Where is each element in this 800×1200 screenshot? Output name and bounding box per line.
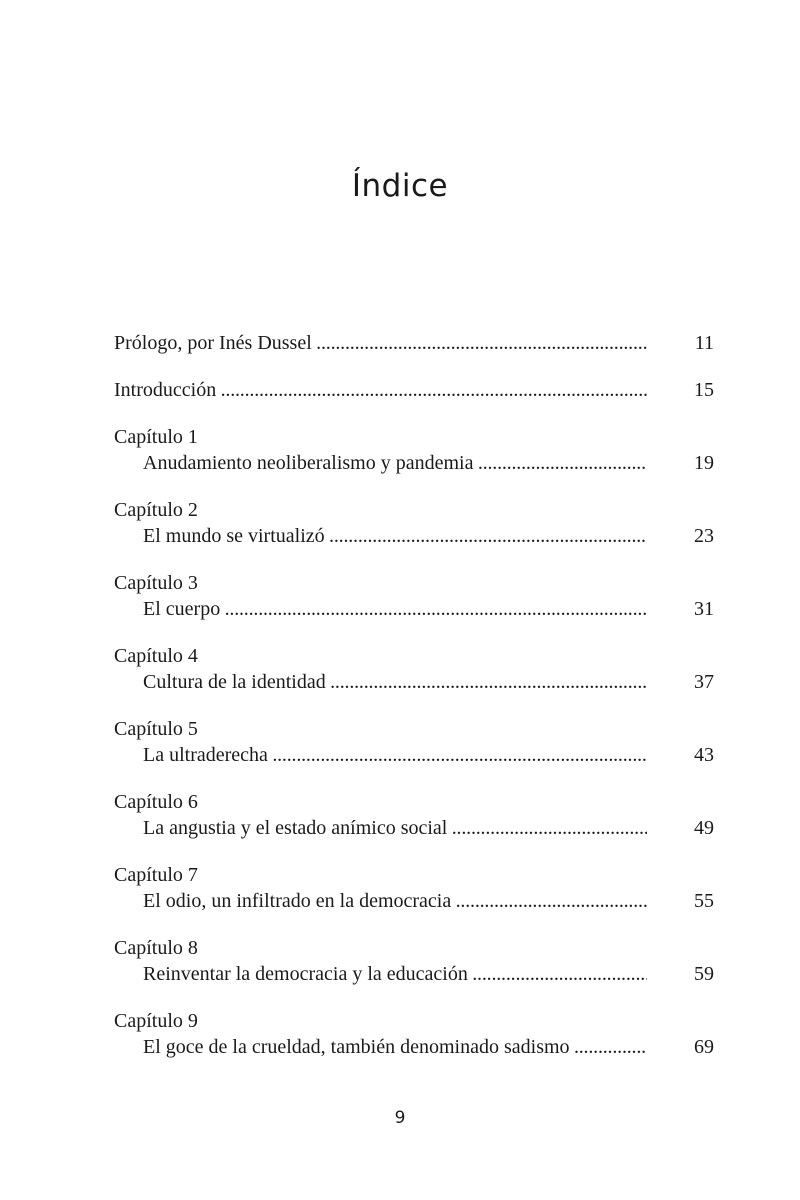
chapter-page: 31 [694,598,714,620]
toc-entry-page: 11 [694,332,714,354]
chapter-title: La ultraderecha [143,744,268,766]
page-number-footer: 9 [394,1108,406,1128]
chapter-title: Cultura de la identidad [143,671,326,693]
dot-leader [143,596,647,622]
chapter-number: Capítulo 4 [114,645,198,667]
chapter-number: Capítulo 5 [114,718,198,740]
toc-entry-label: Prólogo, por Inés Dussel [114,332,312,354]
toc-chapter-4[interactable] [114,643,714,695]
chapter-title: La angustia y el estado anímico social [143,817,448,839]
chapter-page: 49 [694,817,714,839]
chapter-number: Capítulo 9 [114,1010,198,1032]
toc-chapter-1[interactable] [114,424,714,476]
dot-leader [143,523,647,549]
chapter-page: 37 [694,671,714,693]
toc-chapter-5[interactable] [114,716,714,768]
chapter-page: 23 [694,525,714,547]
chapter-page: 19 [694,452,714,474]
toc-chapter-3[interactable] [114,570,714,622]
chapter-title: El cuerpo [143,598,221,620]
chapter-number: Capítulo 8 [114,937,198,959]
toc-chapter-7[interactable] [114,862,714,914]
dot-leader [143,961,647,987]
dot-leader [143,669,647,695]
toc-chapter-2[interactable] [114,497,714,549]
dot-leader [143,815,647,841]
dot-leader [143,742,647,768]
chapter-title: El mundo se virtualizó [143,525,325,547]
toc-entry-introduccion[interactable] [114,377,714,403]
dot-leader [143,888,647,914]
chapter-title: Anudamiento neoliberalismo y pandemia [143,452,474,474]
dot-leader [143,450,647,476]
toc-entry-prologo[interactable] [114,330,714,356]
chapter-page: 55 [694,890,714,912]
table-of-contents [114,330,714,1060]
chapter-number: Capítulo 6 [114,791,198,813]
chapter-number: Capítulo 7 [114,864,198,886]
toc-chapter-9[interactable] [114,1008,714,1060]
chapter-number: Capítulo 3 [114,572,198,594]
toc-entry-page: 15 [694,379,714,401]
toc-chapter-8[interactable] [114,935,714,987]
chapter-title: Reinventar la democracia y la educación [143,963,468,985]
chapter-page: 69 [694,1036,714,1058]
chapter-title: El odio, un infiltrado en la democracia [143,890,452,912]
dot-leader [143,1034,647,1060]
chapter-number: Capítulo 1 [114,426,198,448]
chapter-title: El goce de la crueldad, también denominado sadismo [143,1036,570,1058]
dot-leader [114,330,647,356]
chapter-number: Capítulo 2 [114,499,198,521]
toc-entry-label: Introducción [114,379,217,401]
dot-leader [114,377,647,403]
page-title: Índice [351,168,449,204]
chapter-page: 43 [694,744,714,766]
chapter-page: 59 [694,963,714,985]
toc-chapter-6[interactable] [114,789,714,841]
